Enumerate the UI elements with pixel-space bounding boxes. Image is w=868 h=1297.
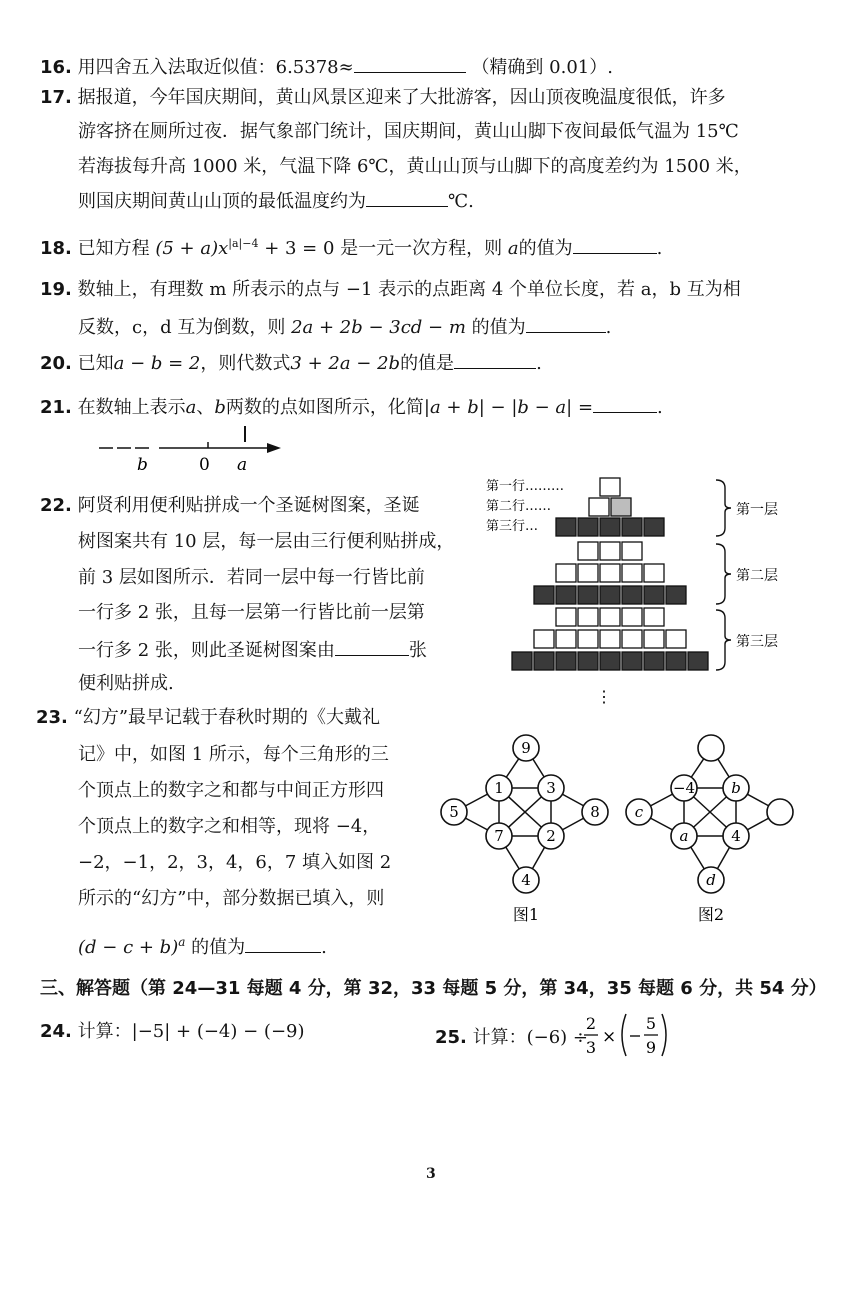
question-22-line-5 [78, 637, 427, 663]
question-text: 的值为 [471, 317, 526, 338]
question-text: 的值为 [518, 238, 573, 259]
sticky-note-light [600, 478, 620, 496]
question-17-line-4 [78, 188, 474, 214]
question-16 [40, 54, 613, 80]
sticky-note-dark [556, 652, 576, 670]
question-text: 已知 [77, 353, 114, 374]
sticky-note-light [622, 564, 642, 582]
question-23-line-5: −2，−1，2，3，4，6，7 填入如图 2 [78, 852, 392, 873]
sticky-note-dark [600, 586, 620, 604]
sticky-note-light [578, 608, 598, 626]
math-expression: |a + b| − |b − a| = [423, 397, 594, 418]
question-text: 的值是 [400, 353, 455, 374]
sticky-note-light [589, 498, 609, 516]
christmas-tree-figure [482, 474, 812, 710]
sticky-note-light [556, 608, 576, 626]
math-variable: a [185, 397, 197, 418]
sticky-note-dark [622, 586, 642, 604]
fig1-left-value: 5 [449, 803, 459, 821]
magic-square-figures [432, 726, 812, 938]
layer-3-label: 第三层 [736, 634, 778, 650]
fig1-tl-value: 1 [494, 779, 504, 797]
math-expression: (−6) ÷ [526, 1027, 589, 1048]
sticky-note-light [556, 564, 576, 582]
answer-blank[interactable] [454, 350, 536, 369]
page-number: 3 [426, 1166, 436, 1182]
figure-2 [626, 735, 793, 924]
sticky-note-dark [556, 518, 576, 536]
question-text: 反数，c，d 互为倒数，则 [78, 317, 286, 338]
question-number: 18. [40, 238, 72, 259]
fig2-bottom-value: d [706, 871, 716, 889]
question-text: 两数的点如图所示，化简 [225, 397, 424, 418]
fig1-top-value: 9 [521, 739, 531, 757]
question-text: 用四舍五入法取近似值：6.5378≈ [77, 57, 354, 78]
sticky-note-light [534, 630, 554, 648]
answer-blank[interactable] [245, 934, 321, 953]
layer-1-brace [716, 480, 731, 536]
question-text: 一行多 2 张，则此圣诞树图案由 [78, 640, 335, 661]
question-23-line-4: 个顶点上的数字之和相等，现将 −4， [78, 816, 381, 837]
sticky-note-dark [644, 518, 664, 536]
answer-blank[interactable] [593, 394, 657, 413]
sticky-note-dark [622, 652, 642, 670]
fraction-expression [582, 1008, 682, 1062]
sticky-note-light [556, 630, 576, 648]
question-17-line-2: 游客挤在厕所过夜．据气象部门统计，国庆期间，黄山山脚下夜间最低气温为 15℃ [78, 121, 739, 142]
answer-blank[interactable] [366, 188, 448, 207]
sticky-note-dark [688, 652, 708, 670]
question-25 [435, 1026, 588, 1050]
sticky-note-light [644, 630, 664, 648]
question-text: + 3 = 0 是一元一次方程，则 [264, 238, 503, 259]
question-24 [40, 1020, 305, 1044]
math-expression: |−5| + (−4) − (−9) [131, 1021, 305, 1042]
answer-blank[interactable] [526, 314, 606, 333]
question-22-line-4: 一行多 2 张，且每一层第一行皆比前一层第 [78, 602, 425, 623]
layer-2-label: 第二层 [736, 568, 778, 584]
sticky-note-dark [666, 652, 686, 670]
times-sign: × [602, 1027, 617, 1047]
question-number: 24. [40, 1021, 72, 1042]
continuation-dots: ⋮ [596, 687, 612, 706]
sticky-note-dark [556, 586, 576, 604]
sticky-note-dark [644, 586, 664, 604]
math-expression: (5 + a)x [155, 238, 229, 259]
fig1-right-value: 8 [590, 803, 600, 821]
sticky-note-dark [666, 586, 686, 604]
sticky-note-dark [578, 518, 598, 536]
fig2-tl-value: −4 [672, 779, 696, 797]
sticky-note-dark [611, 498, 631, 516]
layer-2-brace [716, 544, 731, 604]
axis-label-b: b [137, 455, 148, 475]
answer-blank[interactable] [354, 54, 466, 73]
axis-label-zero: 0 [199, 455, 210, 475]
question-text: 的值为 [191, 937, 246, 958]
question-23-line-2: 记》中，如图 1 所示，每个三角形的三 [78, 744, 389, 765]
question-number: 17. [40, 87, 72, 108]
question-text: 、 [196, 397, 215, 418]
question-23-line-7: $(d - c + b)^a$ 的值为 . [78, 935, 327, 958]
sticky-note-dark [600, 652, 620, 670]
question-text: 张 [408, 640, 427, 661]
fig2-bl-value: a [679, 827, 689, 845]
sticky-note-light [600, 608, 620, 626]
figure-2-caption: 图2 [697, 905, 725, 924]
axis-label-a: a [237, 455, 248, 475]
math-variable: b [214, 397, 226, 418]
fraction-2-numerator: 5 [645, 1014, 657, 1033]
section-3-heading: 三、解答题（第 24—31 每题 4 分，第 32，33 每题 5 分，第 34，35 每题 6 分，共 54 分） [40, 978, 827, 999]
math-exponent: a [178, 935, 186, 949]
fraction-1-numerator: 2 [585, 1014, 597, 1033]
sticky-note-light [644, 608, 664, 626]
layer-1-label: 第一层 [736, 502, 778, 518]
sticky-note-dark [578, 586, 598, 604]
question-text: 阿贤利用便利贴拼成一个圣诞树图案，圣诞 [77, 495, 420, 516]
question-23-line-6: 所示的“幻方”中，部分数据已填入，则 [78, 888, 385, 909]
question-22-line-1 [40, 494, 420, 518]
fraction-2-denominator: 9 [645, 1038, 657, 1057]
fig2-br-value: 4 [731, 827, 741, 845]
question-number: 16. [40, 57, 72, 78]
math-variable: a [507, 238, 519, 259]
sticky-note-light [578, 542, 598, 560]
arrow-icon [267, 443, 281, 453]
question-text: 已知方程 [77, 238, 150, 259]
question-23-line-1 [36, 706, 380, 730]
question-20: 20. 已知a − b = 2，则代数式3 + 2a − 2b的值是 . [40, 350, 542, 376]
question-text: 在数轴上表示 [77, 397, 186, 418]
question-text: 计算： [77, 1021, 132, 1042]
row-3-label: 第三行… [486, 519, 539, 534]
question-tail: （精确到 0.01）. [471, 57, 613, 78]
question-17-line-1 [40, 86, 726, 110]
sticky-note-light [600, 630, 620, 648]
unit-text: ℃. [448, 191, 474, 212]
question-23-line-3: 个顶点上的数字之和都与中间正方形四 [78, 780, 384, 801]
question-22-line-6: 便利贴拼成. [78, 673, 174, 694]
question-number: 21. [40, 397, 72, 418]
math-expression: a − b = 2 [113, 353, 201, 374]
row-2-label: 第二行…… [486, 499, 552, 514]
sticky-note-dark [512, 652, 532, 670]
question-19-line-1 [40, 278, 741, 302]
fig2-left-value: c [634, 803, 644, 821]
sticky-note-light [622, 608, 642, 626]
fraction-1-denominator: 3 [585, 1038, 597, 1057]
sticky-note-dark [600, 518, 620, 536]
sticky-note-light [622, 542, 642, 560]
layer-3-brace [716, 610, 731, 670]
question-17-line-3: 若海拔每升高 1000 米，气温下降 6℃，黄山山顶与山脚下的高度差约为 1500 米， [78, 156, 752, 177]
sticky-note-dark [622, 518, 642, 536]
question-19-line-2: 反数，c，d 互为倒数，则 2a + 2b − 3cd − m 的值为 . [78, 314, 611, 340]
math-expression: 2a + 2b − 3cd − m [291, 317, 466, 338]
answer-blank[interactable] [335, 637, 409, 656]
sticky-note-dark [644, 652, 664, 670]
fig1-tr-value: 3 [546, 779, 556, 797]
question-text: 数轴上，有理数 m 所表示的点与 −1 表示的点距离 4 个单位长度，若 a，b 互为相 [77, 279, 741, 300]
question-text: “幻方”最早记载于春秋时期的《大戴礼 [73, 707, 381, 728]
question-18: 18. 已知方程 $(5 + a)x^{|a|-4} + 3 = 0$ 是一元一次方程，则 a的值为 . [40, 237, 663, 259]
question-number: 19. [40, 279, 72, 300]
question-text: ，则代数式 [200, 353, 291, 374]
sticky-note-light [578, 630, 598, 648]
figure-1 [441, 735, 608, 924]
fig1-bl-value: 7 [494, 827, 504, 845]
question-text: 据报道，今年国庆期间，黄山风景区迎来了大批游客，因山顶夜晚温度很低，许多 [77, 87, 726, 108]
question-number: 22. [40, 495, 72, 516]
question-number: 25. [435, 1027, 467, 1048]
fig2-tr-value: b [731, 779, 741, 797]
question-22-line-2: 树图案共有 10 层，每一层由三行便利贴拼成， [78, 531, 455, 552]
math-expression: 3 + 2a − 2b [290, 353, 401, 374]
question-text: 则国庆期间黄山山顶的最低温度约为 [78, 191, 366, 212]
fig1-bottom-value: 4 [521, 871, 531, 889]
math-exponent: |a|−4 [228, 237, 259, 250]
math-expression: (d − c + b) [78, 937, 179, 958]
answer-blank[interactable] [573, 235, 657, 254]
sticky-note-light [644, 564, 664, 582]
fig1-br-value: 2 [546, 827, 556, 845]
sticky-note-light [578, 564, 598, 582]
number-line-figure [95, 420, 295, 476]
question-22-line-3: 前 3 层如图所示．若同一层中每一行皆比前 [78, 567, 425, 588]
row-1-label: 第一行……… [486, 479, 565, 494]
figure-1-caption: 图1 [512, 905, 540, 924]
sticky-note-light [600, 542, 620, 560]
question-21: 21. 在数轴上表示a、b两数的点如图所示，化简|a + b| − |b − a| = . [40, 394, 663, 420]
sticky-note-light [622, 630, 642, 648]
sticky-note-dark [578, 652, 598, 670]
question-text: 计算： [472, 1027, 527, 1048]
sticky-note-light [666, 630, 686, 648]
sticky-note-dark [534, 652, 554, 670]
sticky-note-light [600, 564, 620, 582]
question-number: 20. [40, 353, 72, 374]
sticky-note-dark [534, 586, 554, 604]
question-number: 23. [36, 707, 68, 728]
